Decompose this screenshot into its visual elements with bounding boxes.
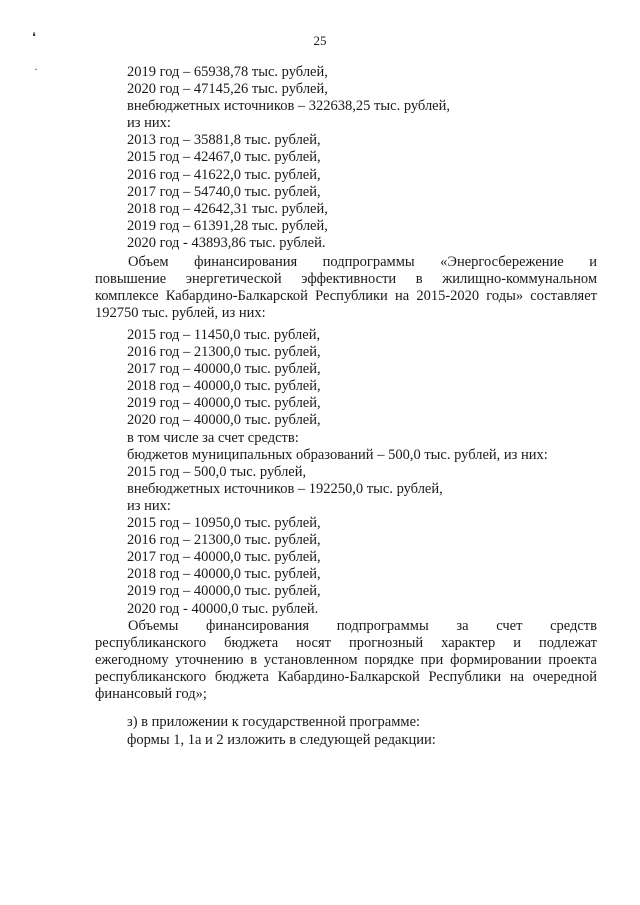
paragraph-line: Объем финансирования подпрограммы «Энергосбережение и [128,254,597,270]
list-item: 2016 год – 21300,0 тыс. рублей, [127,532,321,549]
list-item: 2018 год – 40000,0 тыс. рублей, [127,378,321,395]
list-item: 2017 год – 40000,0 тыс. рублей, [127,361,321,378]
item-z [127,714,597,749]
list-item: 2015 год – 11450,0 тыс. рублей, [127,327,321,343]
paragraph-line: комплексе Кабардино-Балкарской Республики на 2015-2020 годы» составляет [95,288,597,305]
list-item: 2016 год – 41622,0 тыс. рублей, [127,166,321,183]
funding-list-2 [127,327,597,618]
paragraph-line: республиканского бюджета носят прогнозный характер и подлежат [95,635,597,652]
list-item: 2016 год – 21300,0 тыс. рублей, [127,344,321,361]
paragraph-line: Объемы финансирования подпрограммы за счет средств [128,618,597,634]
list-item: внебюджетных источников – 192250,0 тыс. рублей, [127,480,443,497]
list-item: 2013 год – 35881,8 тыс. рублей, [127,132,321,149]
list-item: 2019 год – 65938,78 тыс. рублей, [127,64,328,80]
list-item: 2019 год – 61391,28 тыс. рублей, [127,217,328,234]
forms-instruction: формы 1, 1а и 2 изложить в следующей редакции: [127,732,436,749]
list-item: 2015 год – 500,0 тыс. рублей, [127,463,307,480]
list-item: 2019 год – 40000,0 тыс. рублей, [127,395,321,412]
scan-mark: · [34,62,38,76]
list-item: 2018 год – 40000,0 тыс. рублей, [127,566,321,583]
list-item: 2015 год – 10950,0 тыс. рублей, [127,515,321,532]
paragraph-line: повышение энергетической эффективности в жилищно-коммунальном [95,271,597,288]
paragraph-line: ежегодному уточнению в установленном порядке при формировании проекта [95,652,597,669]
page-number: 25 [313,33,327,48]
list-item: 2020 год - 43893,86 тыс. рублей. [127,234,326,251]
list-item: внебюджетных источников – 322638,25 тыс. рублей, [127,98,451,115]
paragraph-line: финансовый год»; [95,686,207,703]
paragraph-subprogram-volume [95,254,597,322]
list-item: 2019 год – 40000,0 тыс. рублей, [127,583,321,600]
list-item: 2020 год – 40000,0 тыс. рублей, [127,412,321,429]
list-item: в том числе за счет средств: [127,429,299,446]
list-item: 2020 год – 47145,26 тыс. рублей, [127,81,328,98]
list-item: 2017 год – 40000,0 тыс. рублей, [127,549,321,566]
list-item: 2017 год – 54740,0 тыс. рублей, [127,183,321,200]
funding-list-1 [127,64,597,252]
paragraph-line: 192750 тыс. рублей, из них: [95,305,266,322]
list-item: 2018 год – 42642,31 тыс. рублей, [127,200,328,217]
list-item: бюджетов муниципальных образований – 500,0 тыс. рублей, из них: [127,446,548,463]
paragraph-line: республиканского бюджета Кабардино-Балкарской Республики на очередной [95,669,597,686]
scan-mark: ❛ [32,30,36,44]
item-z-text: з) в приложении к государственной программе: [127,714,421,730]
paragraph-budget-forecast [95,618,597,703]
list-item: 2015 год – 42467,0 тыс. рублей, [127,149,321,166]
list-item: из них: [127,115,171,132]
list-item: 2020 год - 40000,0 тыс. рублей. [127,600,319,617]
list-item: из них: [127,497,171,514]
